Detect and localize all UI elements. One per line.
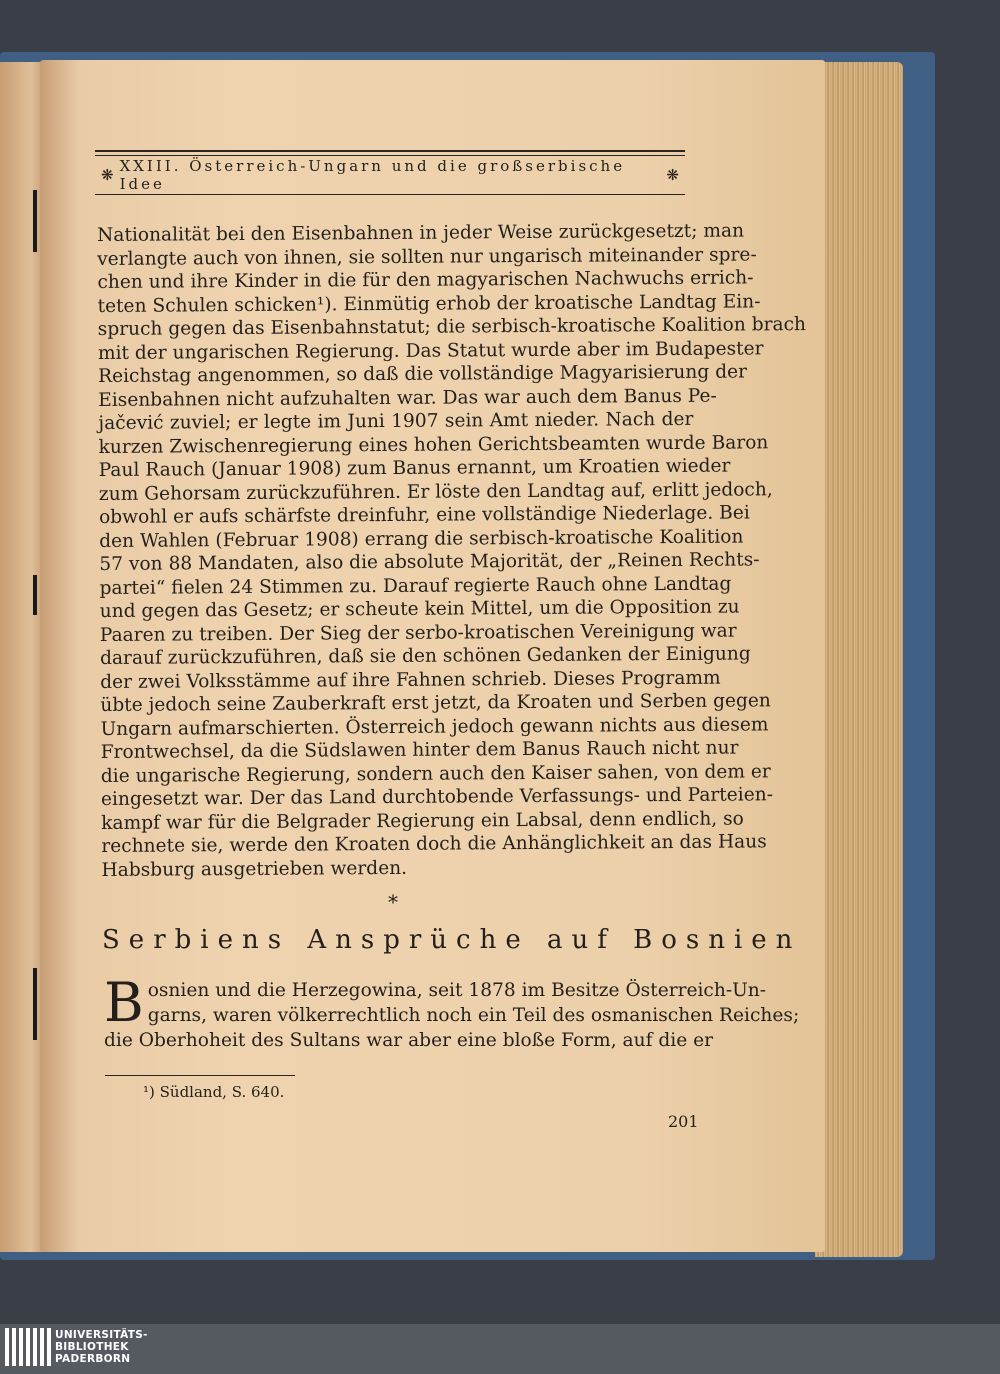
paragraph-line: kurzen Zwischenregierung eines hohen Gerichtsbeamten wurde Baron <box>98 431 769 458</box>
left-page-mark <box>33 575 37 615</box>
page-number: 201 <box>668 1112 699 1131</box>
paragraph-line: der zwei Volksstämme auf ihre Fahnen schrieb. Dieses Programm <box>100 667 721 693</box>
section-title: Serbiens Ansprüche auf Bosnien <box>102 925 802 955</box>
paragraph-line: Paaren zu treiben. Der Sieg der serbo-kroatischen Vereinigung war <box>99 620 737 646</box>
left-page-mark <box>33 190 37 252</box>
body-paragraph <box>97 220 807 882</box>
paragraph-line: teten Schulen schicken¹). Einmütig erhob der kroatische Landtag Ein- <box>97 290 761 317</box>
header-ornament-icon: ❋ <box>666 166 679 184</box>
paragraph-line: zum Gehorsam zurückzuführen. Er löste den Landtag auf, erlitt jedoch, <box>98 478 773 505</box>
paragraph-line: kampf war für die Belgrader Regierung ein Labsal, denn endlich, so <box>101 807 744 834</box>
paragraph-line: partei“ fielen 24 Stimmen zu. Darauf regierte Rauch ohne Landtag <box>99 573 732 599</box>
paragraph-line: garns, waren völkerrechtlich noch ein Teil des osmanischen Reiches; <box>147 1005 800 1026</box>
running-header <box>95 150 685 195</box>
paragraph-line: obwohl er aufs schärfste dreinfuhr, eine vollständige Niederlage. Bei <box>98 502 750 528</box>
section-separator: * <box>388 890 398 914</box>
library-name: UNIVERSITÄTS- BIBLIOTHEK PADERBORN <box>55 1329 148 1365</box>
paragraph-line: den Wahlen (Februar 1908) errang die serbisch-kroatische Koalition <box>99 525 744 552</box>
paragraph-line: übte jedoch seine Zauberkraft erst jetzt, da Kroaten und Serben gegen <box>100 690 771 716</box>
paragraph-line: Habsburg ausgetrieben werden. <box>101 857 408 881</box>
paragraph-line: Nationalität bei den Eisenbahnen in jeder Weise zurückgesetzt; man <box>97 220 745 246</box>
paragraph-line: Frontwechsel, da die Südslawen hinter dem Banus Rauch nicht nur <box>100 737 739 763</box>
paragraph-line: verlangte auch von ihnen, sie sollten nur ungarisch miteinander spre- <box>97 243 757 270</box>
paragraph-line: osnien und die Herzegowina, seit 1878 im Besitze Österreich-Un- <box>147 980 767 1001</box>
paragraph-line: die Oberhoheit des Sultans war aber eine bloße Form, auf die er <box>104 1030 714 1051</box>
footnote: ¹) Südland, S. 640. <box>143 1083 285 1101</box>
library-logo-icon <box>5 1328 51 1366</box>
paragraph-line: die ungarische Regierung, sondern auch den Kaiser sahen, von dem er <box>100 760 771 787</box>
left-page-mark <box>33 968 37 1040</box>
paragraph-line: eingesetzt war. Der das Land durchtobende Verfassungs- und Parteien- <box>100 784 774 810</box>
section-paragraph <box>104 971 800 1053</box>
paragraph-line: Ungarn aufmarschierten. Österreich jedoch gewann nichts aus diesem <box>100 713 769 740</box>
footnote-rule <box>105 1075 295 1076</box>
header-ornament-icon: ❋ <box>101 166 114 184</box>
paragraph-line: und gegen das Gesetz; er scheute kein Mittel, um die Opposition zu <box>99 596 740 622</box>
library-footer <box>0 1324 1000 1374</box>
paragraph-line: 57 von 88 Mandaten, also die absolute Majorität, der „Reinen Rechts- <box>99 549 760 575</box>
paragraph-line: Reichstag angenommen, so daß die vollständige Magyarisierung der <box>97 361 748 387</box>
header-title: XXIII. Österreich-Ungarn und die großserbische Idee <box>119 157 626 193</box>
paragraph-line: Eisenbahnen nicht aufzuhalten war. Das war auch dem Banus Pe- <box>98 385 717 411</box>
paragraph-line: darauf zurückzuführen, daß sie den schönen Gedanken der Einigung <box>99 643 751 669</box>
paragraph-line: jačević zuviel; er legte im Juni 1907 sein Amt nieder. Nach der <box>98 408 694 434</box>
paragraph-line: mit der ungarischen Regierung. Das Statut wurde aber im Budapester <box>97 337 764 364</box>
page-edges <box>815 62 903 1257</box>
paragraph-line: rechnete sie, werde den Kroaten doch die Anhänglichkeit an das Haus <box>101 831 767 857</box>
paragraph-line: Paul Rauch (Januar 1908) zum Banus ernannt, um Kroatien wieder <box>98 455 731 481</box>
paragraph-line: chen und ihre Kinder in die für den magyarischen Nachwuchs errich- <box>97 267 754 293</box>
drop-cap: B <box>104 971 144 1034</box>
paragraph-line: spruch gegen das Eisenbahnstatut; die serbisch-kroatische Koalition brach <box>97 314 807 340</box>
